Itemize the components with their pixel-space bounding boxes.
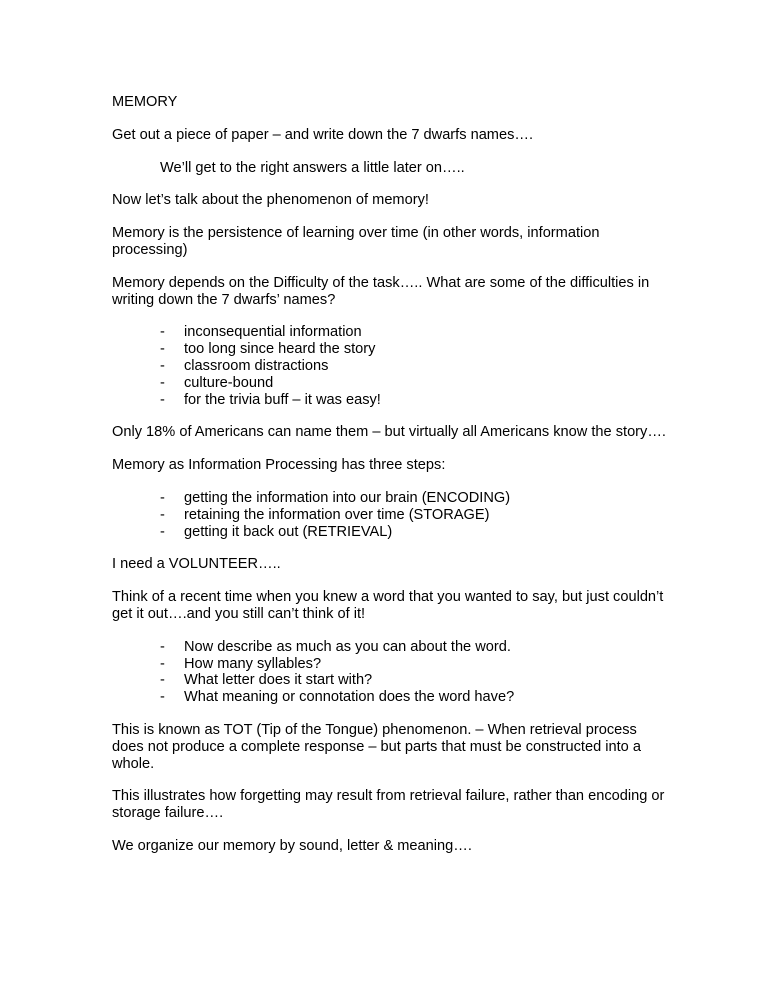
dash-marker: - xyxy=(160,391,165,408)
dash-marker: - xyxy=(160,341,165,358)
describe-list xyxy=(112,639,672,706)
dash-marker: - xyxy=(160,506,165,523)
paragraph-answers-later: We’ll get to the right answers a little later on….. xyxy=(160,159,465,176)
list-item xyxy=(112,672,672,689)
paragraph-organize: We organize our memory by sound, letter & meaning…. xyxy=(112,837,472,854)
list-item xyxy=(112,358,672,375)
list-item xyxy=(112,490,672,507)
dash-marker: - xyxy=(160,357,165,374)
list-item-text: inconsequential information xyxy=(184,324,362,341)
paragraph-memory-definition: Memory is the persistence of learning over time (in other words, information processing) xyxy=(112,225,600,258)
dash-marker: - xyxy=(160,689,165,706)
list-item xyxy=(112,507,672,524)
dash-marker: - xyxy=(160,655,165,672)
paragraph-phenomenon: Now let’s talk about the phenomenon of memory! xyxy=(112,192,429,209)
paragraph-volunteer: I need a VOLUNTEER….. xyxy=(112,556,281,573)
list-item-text: for the trivia buff – it was easy! xyxy=(184,391,381,408)
list-item xyxy=(112,392,672,409)
dash-marker: - xyxy=(160,672,165,689)
dash-marker: - xyxy=(160,638,165,655)
list-item-text: What meaning or connotation does the word have? xyxy=(184,689,515,706)
list-item-text: culture-bound xyxy=(184,374,274,391)
dash-marker: - xyxy=(160,324,165,341)
list-item xyxy=(112,341,672,358)
list-item xyxy=(112,639,672,656)
list-item-text: getting it back out (RETRIEVAL) xyxy=(184,523,393,540)
difficulties-list xyxy=(112,324,672,408)
list-item-text: classroom distractions xyxy=(184,357,329,374)
list-item xyxy=(112,375,672,392)
list-item-text: What letter does it start with? xyxy=(184,672,373,689)
steps-list xyxy=(112,490,672,540)
list-item-text: getting the information into our brain (ENCODING) xyxy=(184,489,511,506)
list-item-text: too long since heard the story xyxy=(184,341,376,358)
list-item-text: How many syllables? xyxy=(184,655,322,672)
paragraph-tot: This is known as TOT (Tip of the Tongue) phenomenon. – When retrieval process does not produce a complete response – but parts that must be constructed into a whole. xyxy=(112,721,641,772)
dash-marker: - xyxy=(160,523,165,540)
paragraph-difficulty: Memory depends on the Difficulty of the task….. What are some of the difficulties in writing down the 7 dwarfs’ names? xyxy=(112,274,650,308)
paragraph-statistic: Only 18% of Americans can name them – but virtually all Americans know the story…. xyxy=(112,424,666,441)
list-item xyxy=(112,689,672,706)
list-item-text: retaining the information over time (STORAGE) xyxy=(184,506,490,523)
paragraph-recent-time: Think of a recent time when you knew a word that you wanted to say, but just couldn’t get it out….and you still can’t think of it! xyxy=(112,589,664,622)
list-item-text: Now describe as much as you can about the word. xyxy=(184,638,511,655)
dash-marker: - xyxy=(160,374,165,391)
list-item xyxy=(112,656,672,673)
document-title: MEMORY xyxy=(112,94,178,110)
document-page xyxy=(112,94,672,871)
paragraph-three-steps: Memory as Information Processing has three steps: xyxy=(112,457,446,474)
list-item xyxy=(112,524,672,541)
paragraph-retrieval-failure: This illustrates how forgetting may result from retrieval failure, rather than encoding or storage failure…. xyxy=(112,788,665,822)
dash-marker: - xyxy=(160,489,165,506)
paragraph-dwarfs-prompt: Get out a piece of paper – and write down the 7 dwarfs names…. xyxy=(112,126,534,143)
list-item xyxy=(112,324,672,341)
